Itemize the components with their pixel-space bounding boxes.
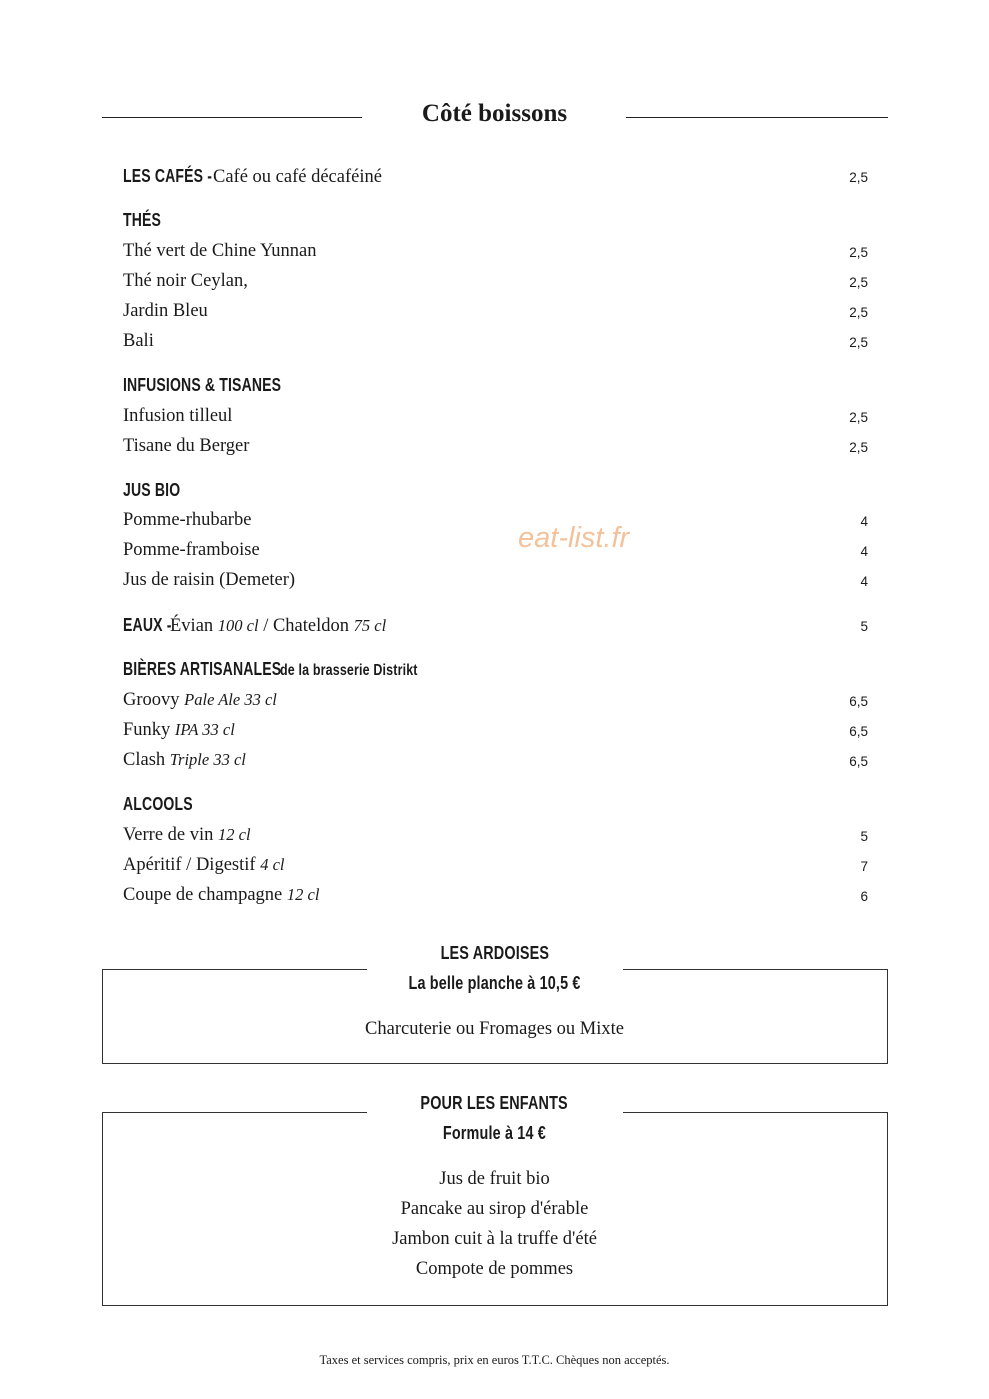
eaux-price: 5	[860, 619, 868, 634]
item-price: 2,5	[849, 440, 868, 455]
eaux-evian-volume: 100 cl	[217, 616, 259, 635]
item-volume: Pale Ale 33 cl	[184, 690, 277, 709]
item-price: 2,5	[849, 335, 868, 350]
list-item	[123, 570, 868, 598]
item-price: 5	[860, 829, 868, 844]
section-title-bieres: BIÈRES ARTISANALES	[123, 659, 282, 679]
item-price: 7	[860, 859, 868, 874]
item-label: Bali	[123, 331, 154, 351]
item-label: Pomme-rhubarbe	[123, 510, 252, 530]
section-alcools	[123, 794, 212, 820]
list-item	[123, 825, 868, 853]
item-label: Clash	[123, 750, 166, 770]
page-title: Côté boissons	[421, 100, 568, 127]
list-item	[123, 301, 868, 329]
item-price: 4	[860, 514, 868, 529]
eaux-evian: Évian	[170, 616, 214, 636]
item-label: Coupe de champagne	[123, 885, 283, 905]
item-volume: IPA 33 cl	[174, 720, 235, 739]
enfants-item: Jambon cuit à la truffe d'été	[392, 1229, 597, 1249]
list-item	[123, 540, 868, 568]
item-price: 2,5	[849, 245, 868, 260]
eaux-chateldon: / Chateldon	[263, 616, 350, 636]
item-label: Thé noir Ceylan,	[123, 271, 248, 291]
item-price: 4	[860, 544, 868, 559]
list-item	[123, 271, 868, 299]
item-label: Infusion tilleul	[123, 406, 233, 426]
item-price: 6,5	[849, 754, 868, 769]
ardoises-heading: LES ARDOISES	[440, 943, 549, 963]
item-label: Funky	[123, 720, 171, 740]
list-item	[123, 241, 868, 269]
cafes-row	[123, 166, 868, 194]
enfants-price-line: Formule à 14 €	[442, 1123, 547, 1143]
section-title-jus: JUS BIO	[123, 480, 181, 500]
enfants-item: Pancake au sirop d'érable	[400, 1199, 589, 1219]
item-volume: 12 cl	[218, 825, 251, 844]
list-item	[123, 885, 868, 913]
eaux-row	[123, 615, 868, 643]
list-item	[123, 331, 868, 359]
enfants-title	[0, 1093, 989, 1114]
item-volume: 4 cl	[260, 855, 285, 874]
enfants-heading: POUR LES ENFANTS	[420, 1093, 569, 1113]
title-rule-right	[626, 117, 888, 118]
eaux-chateldon-volume: 75 cl	[353, 616, 387, 635]
section-infusions	[123, 375, 326, 401]
item-label: Jus de raisin (Demeter)	[123, 570, 296, 590]
item-price: 6,5	[849, 724, 868, 739]
section-subtitle-bieres: de la brasserie Distrikt	[280, 662, 418, 679]
list-item	[123, 436, 868, 464]
enfants-item: Jus de fruit bio	[439, 1169, 550, 1189]
enfants-item: Compote de pommes	[415, 1259, 574, 1279]
ardoises-subtitle	[0, 973, 989, 994]
ardoises-price-line: La belle planche à 10,5 €	[408, 973, 581, 993]
list-item	[123, 855, 868, 883]
list-item	[123, 406, 868, 434]
section-thes	[123, 210, 172, 236]
cafes-description: Café ou café décaféiné	[213, 167, 382, 187]
list-item	[123, 690, 868, 718]
list-item	[123, 720, 868, 748]
ardoises-description: Charcuterie ou Fromages ou Mixte	[365, 1019, 624, 1039]
enfants-subtitle	[0, 1123, 989, 1144]
section-title-cafes: LES CAFÉS -	[123, 166, 213, 186]
item-label: Apéritif / Digestif	[123, 855, 256, 875]
item-label: Jardin Bleu	[123, 301, 208, 321]
item-price: 2,5	[849, 410, 868, 425]
section-title-eaux: EAUX -	[123, 615, 172, 635]
cafes-price: 2,5	[849, 170, 868, 185]
section-jus	[123, 480, 196, 506]
ardoises-title	[0, 943, 989, 964]
item-label: Groovy	[123, 690, 180, 710]
footer-note: Taxes et services compris, prix en euros T.T.C. Chèques non acceptés.	[319, 1353, 670, 1367]
item-label: Verre de vin	[123, 825, 214, 845]
section-title-alcools: ALCOOLS	[123, 794, 193, 814]
item-price: 4	[860, 574, 868, 589]
watermark-text: eat-list.fr	[518, 522, 630, 554]
item-volume: 12 cl	[286, 885, 320, 904]
section-title-infusions: INFUSIONS & TISANES	[123, 375, 282, 395]
item-price: 2,5	[849, 275, 868, 290]
item-price: 2,5	[849, 305, 868, 320]
item-label: Pomme-framboise	[123, 540, 260, 560]
section-title-thes: THÉS	[123, 210, 162, 230]
item-volume: Triple 33 cl	[169, 750, 246, 769]
item-price: 6,5	[849, 694, 868, 709]
item-label: Thé vert de Chine Yunnan	[123, 241, 317, 261]
list-item	[123, 510, 868, 538]
menu-header	[0, 98, 989, 138]
item-label: Tisane du Berger	[123, 436, 250, 456]
list-item	[123, 750, 868, 778]
section-bieres	[123, 659, 456, 685]
item-price: 6	[860, 889, 868, 904]
